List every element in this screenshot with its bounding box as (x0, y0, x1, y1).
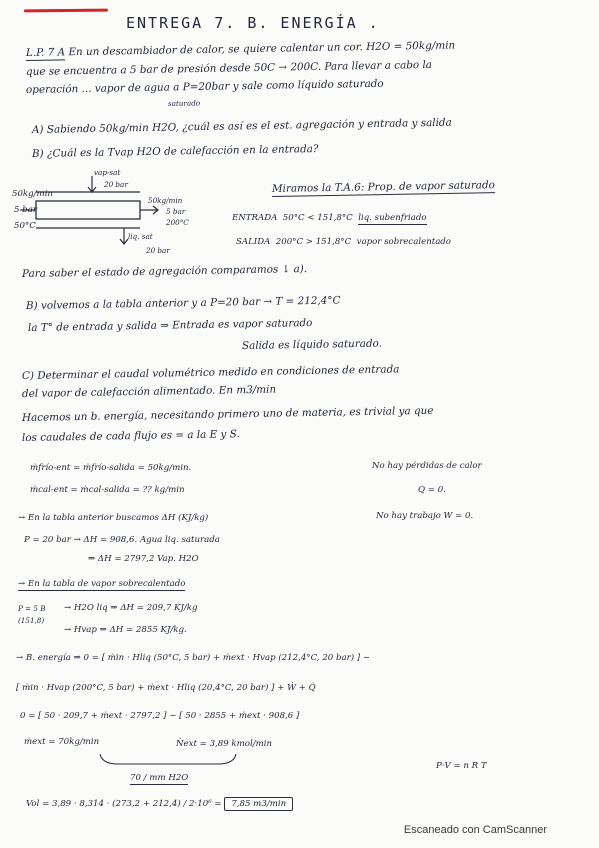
part-c-line-1: C) Determinar el caudal volumétrico medido en condiciones de entrada (21, 363, 400, 382)
statement-line-1 (26, 40, 455, 60)
volume-equation: Vol = 3,89 · 8,314 · (273,2 + 212,4) / 2·10⁶ = 7,85 m3/min (26, 798, 293, 811)
steam-label-1: vap-sat (94, 168, 121, 177)
statement-line-3: operación ... vapor de agua a P=20bar y sale como líquido saturado (25, 77, 384, 96)
mass-frio: ṁfrío-ent = ṁfrío-salida = 50kg/min. (30, 463, 192, 473)
steam-label-2: 20 bar (104, 180, 128, 189)
part-c-line-3: Hacemos un b. energía, necesitando primero uno de materia, es trivial ya que (21, 404, 434, 424)
problem-ref: L.P. 7 A (25, 46, 66, 59)
part-b-line-2: la T° de entrada y salida ⇒ Entrada es vapor saturado (27, 317, 313, 334)
outlet-flow: 50kg/min (148, 196, 183, 205)
part-c-line-2: del vapor de calefacción alimentado. En m3/min (21, 383, 277, 400)
inlet-flow: 50kg/min (12, 189, 53, 199)
part-c-line-4: los caudales de cada flujo es = a la E y S. (21, 428, 240, 444)
energy-eq-3: 0 = [ 50 · 209,7 + ṁext · 2797,2 ] − [ 50 · 2855 + ṁext · 908,6 ] (20, 711, 300, 721)
table-reference: Miramos la T.A.6: Prop. de vapor saturado (271, 179, 495, 195)
question-a: A) Sabiendo 50kg/min H2O, ¿cuál es así es el est. agregación y entrada y salida (31, 116, 452, 136)
energy-eq-2: [ ṁin · Hvap (200°C, 5 bar) + ṁext · Hliq (20,4°C, 20 bar) ] + Ẇ + Q̇ (16, 683, 316, 693)
condensate-label-2: 20 bar (146, 246, 170, 255)
part-b-line-1: B) volvemos a la tabla anterior y a P=20 bar → T = 212,4°C (25, 294, 341, 312)
question-b: B) ¿Cuál es la Tvap H2O de calefacción en la entrada? (31, 143, 319, 160)
statement-text-1: En un descambiador de calor, se quiere calentar un cor. H2O = 50kg/min (68, 39, 456, 59)
table-note: → En la tabla anterior buscamos ΔH (KJ/kg) (18, 513, 209, 523)
outlet-temperature: 200°C (166, 218, 189, 227)
bracket-curve (98, 752, 238, 770)
superheated-title: → En la tabla de vapor sobrecalentado (18, 579, 186, 589)
p20-line-1: P = 20 bar → ΔH = 908,6. Agua liq. saturada (24, 535, 220, 545)
next-result: Ṅext = 3,89 kmol/min (176, 739, 273, 749)
ideal-gas-law: P·V = n R T (436, 761, 487, 771)
agregacion-note: Para saber el estado de agregación comparamos ↓ a). (21, 263, 308, 280)
p5-sat-temp: (151,8) (18, 616, 45, 625)
entrada-row: ENTRADA 50°C < 151,8°C liq. subenfriado (232, 213, 427, 223)
no-work: No hay trabajo W = 0. (376, 511, 474, 521)
q-zero: Q = 0. (418, 485, 446, 495)
flow-note: 70 / mm H2O (130, 773, 189, 783)
outlet-pressure: 5 bar (166, 207, 186, 216)
final-result: 7,85 m3/min (224, 797, 293, 811)
camscanner-watermark: Escaneado con CamScanner (403, 824, 547, 836)
mass-cal: ṁcal-ent = ṁcal-salida = ?? kg/min (30, 485, 185, 495)
p5-label: P = 5 B (18, 604, 46, 613)
mext-result: ṁext = 70kg/min (24, 737, 100, 747)
salida-row: SALIDA 200°C > 151,8°C vapor sobrecalentado (236, 237, 451, 247)
inlet-temperature: 50°C (14, 221, 36, 231)
statement-line-3-note: saturado (167, 98, 201, 108)
statement-line-2: que se encuentra a 5 bar de presión desde 50C → 200C. Para llevar a cabo la (25, 58, 433, 78)
energy-eq-1: → B. energía ⇒ 0 = [ ṁin · Hliq (50°C, 5 bar) + ṁext · Hvap (212,4°C, 20 bar) ] − (16, 653, 371, 663)
h2o-liq-line: → H2O liq ⇒ ΔH = 209,7 KJ/kg (64, 603, 198, 613)
red-marker-line (24, 9, 108, 13)
inlet-pressure: 5 bar (14, 205, 37, 215)
p20-line-2: ⇒ ΔH = 2797,2 Vap. H2O (88, 554, 199, 564)
hvap-line: → Hvap ⇒ ΔH = 2855 KJ/kg. (64, 625, 187, 635)
no-heat-loss: No hay pérdidas de calor (372, 461, 482, 471)
part-b-line-3: Salida es líquido saturado. (241, 337, 383, 352)
page-title: ENTREGA 7. B. ENERGÍA . (126, 14, 380, 32)
exchanger-shell (36, 201, 140, 219)
condensate-label-1: liq. sat (128, 232, 153, 241)
